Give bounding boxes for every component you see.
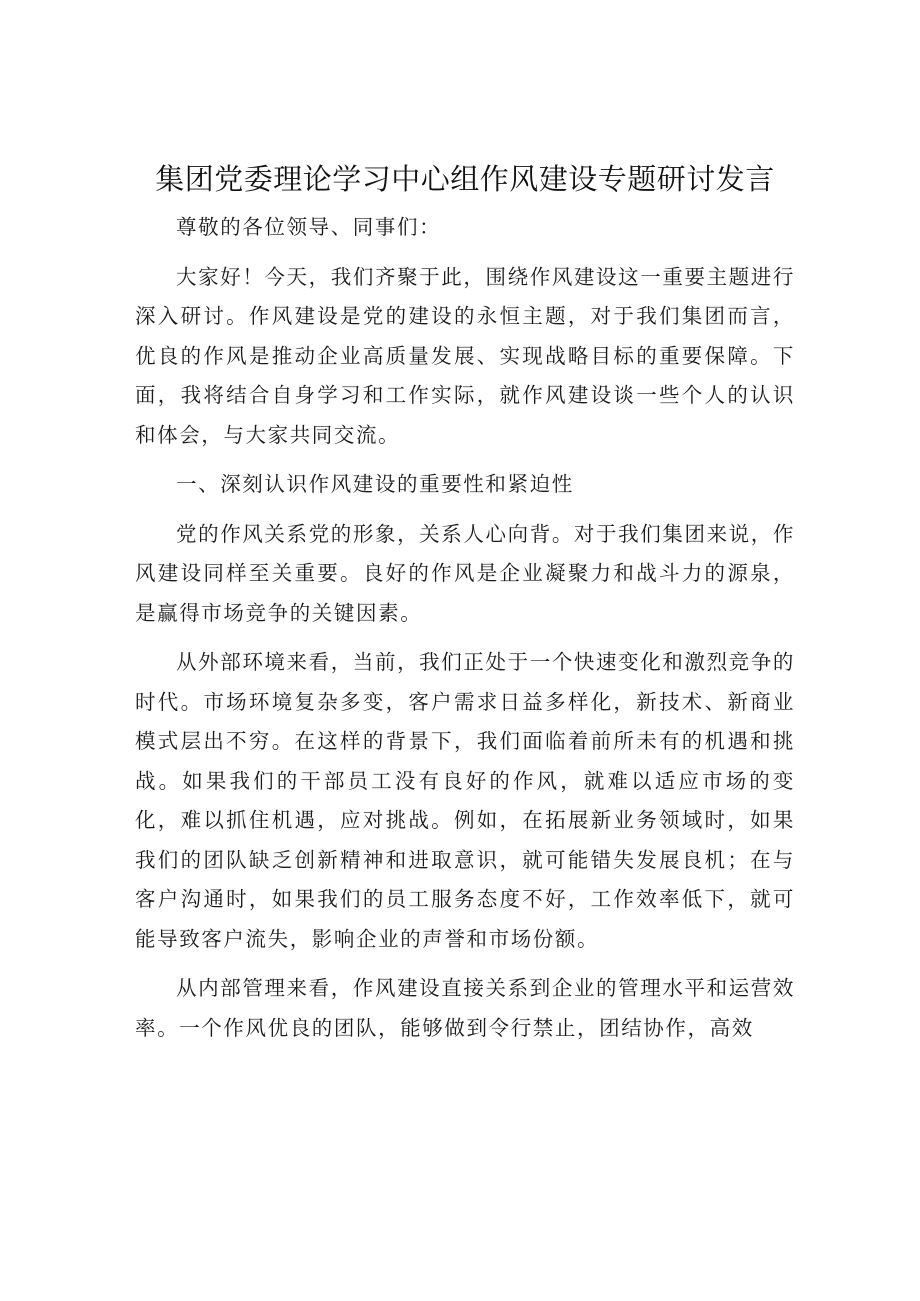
section-heading-1: 一、深刻认识作风建设的重要性和紧迫性 (176, 472, 574, 496)
salutation-paragraph: 尊敬的各位领导、同事们： (176, 215, 442, 239)
body-paragraph: 从内部管理来看，作风建设直接关系到企业的管理水平和运营效率。一个作风优良的团队，能够做到令行禁止，团结协作，高效 (135, 976, 795, 1040)
document-title: 集团党委理论学习中心组作风建设专题研讨发言 (155, 162, 775, 196)
opening-paragraph: 大家好！今天，我们齐聚于此，围绕作风建设这一重要主题进行深入研讨。作风建设是党的建设的永恒主题，对于我们集团而言，优良的作风是推动企业高质量发展、实现战略目标的重要保障。下面，我将结合自身学习和工作实际，就作风建设谈一些个人的认识和体会，与大家共同交流。 (135, 264, 795, 447)
body-paragraph: 党的作风关系党的形象，关系人心向背。对于我们集团来说，作风建设同样至关重要。良好的作风是企业凝聚力和战斗力的源泉，是赢得市场竞争的关键因素。 (135, 521, 795, 625)
body-paragraph: 从外部环境来看，当前，我们正处于一个快速变化和激烈竞争的时代。市场环境复杂多变，客户需求日益多样化，新技术、新商业模式层出不穷。在这样的背景下，我们面临着前所未有的机遇和挑战。如果我们的干部员工没有良好的作风，就难以适应市场的变化，难以抓住机遇，应对挑战。例如，在拓展新业务领域时，如果我们的团队缺乏创新精神和进取意识，就可能错失发展良机；在与客户沟通时，如果我们的员工服务态度不好，工作效率低下，就可能导致客户流失，影响企业的声誉和市场份额。 (135, 650, 795, 951)
document-body (135, 158, 795, 1058)
